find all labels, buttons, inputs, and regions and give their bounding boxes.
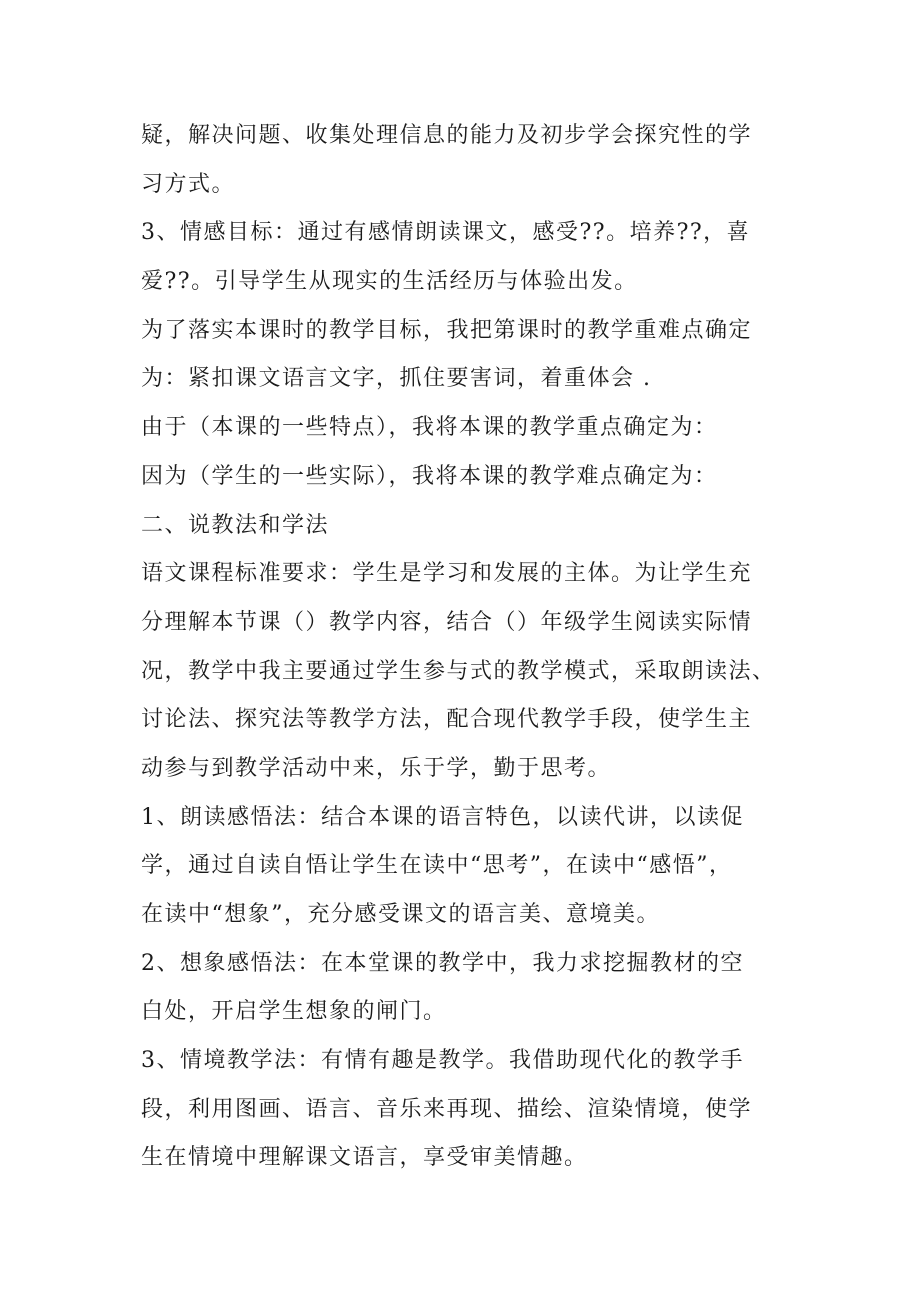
text-line: 2、想象感悟法：在本堂课的教学中，我力求挖掘教材的空	[141, 950, 744, 976]
text-line: 生在情境中理解课文语言，享受审美情趣。	[141, 1145, 588, 1171]
text-line: 分理解本节课（）教学内容，结合（）年级学生阅读实际情	[141, 609, 753, 635]
text-line: 语文课程标准要求：学生是学习和发展的主体。为让学生充	[141, 561, 753, 587]
text-line: 白处，开启学生想象的闸门。	[141, 999, 447, 1025]
document-body	[141, 112, 791, 1183]
text-line: 况，教学中我主要通过学生参与式的教学模式，采取朗读法、	[141, 658, 776, 684]
text-line: 由于（本课的一些特点），我将本课的教学重点确定为：	[141, 415, 718, 441]
text-line: 讨论法、探究法等教学方法，配合现代教学手段，使学生主	[141, 707, 753, 733]
text-line: 学，通过自读自悟让学生在读中“思考”，在读中“感悟”，	[141, 853, 733, 879]
text-line: 爱??。引导学生从现实的生活经历与体验出发。	[141, 269, 638, 295]
text-line: 为：紧扣课文语言文字，抓住要害词，着重体会 .	[141, 366, 652, 392]
text-line: 在读中“想象”，充分感受课文的语言美、意境美。	[141, 902, 660, 927]
text-line: 1、朗读感悟法：结合本课的语言特色，以读代讲，以读促	[141, 804, 744, 830]
text-line: 习方式。	[141, 171, 236, 197]
text-line: 为了落实本课时的教学目标，我把第课时的教学重难点确定	[141, 317, 753, 343]
text-line: 疑，解决问题、收集处理信息的能力及初步学会探究性的学	[141, 123, 753, 148]
text-line: 段，利用图画、语言、音乐来再现、描绘、渲染情境，使学	[141, 1096, 753, 1122]
section-heading: 二、说教法和学法	[141, 512, 330, 538]
text-line: 动参与到教学活动中来，乐于学，勤于思考。	[141, 755, 612, 781]
text-line: 3、情感目标：通过有感情朗读课文，感受??。培养??，喜	[141, 220, 751, 246]
text-line: 3、情境教学法：有情有趣是教学。我借助现代化的教学手	[141, 1048, 744, 1074]
text-line: 因为（学生的一些实际），我将本课的教学难点确定为：	[141, 463, 718, 489]
